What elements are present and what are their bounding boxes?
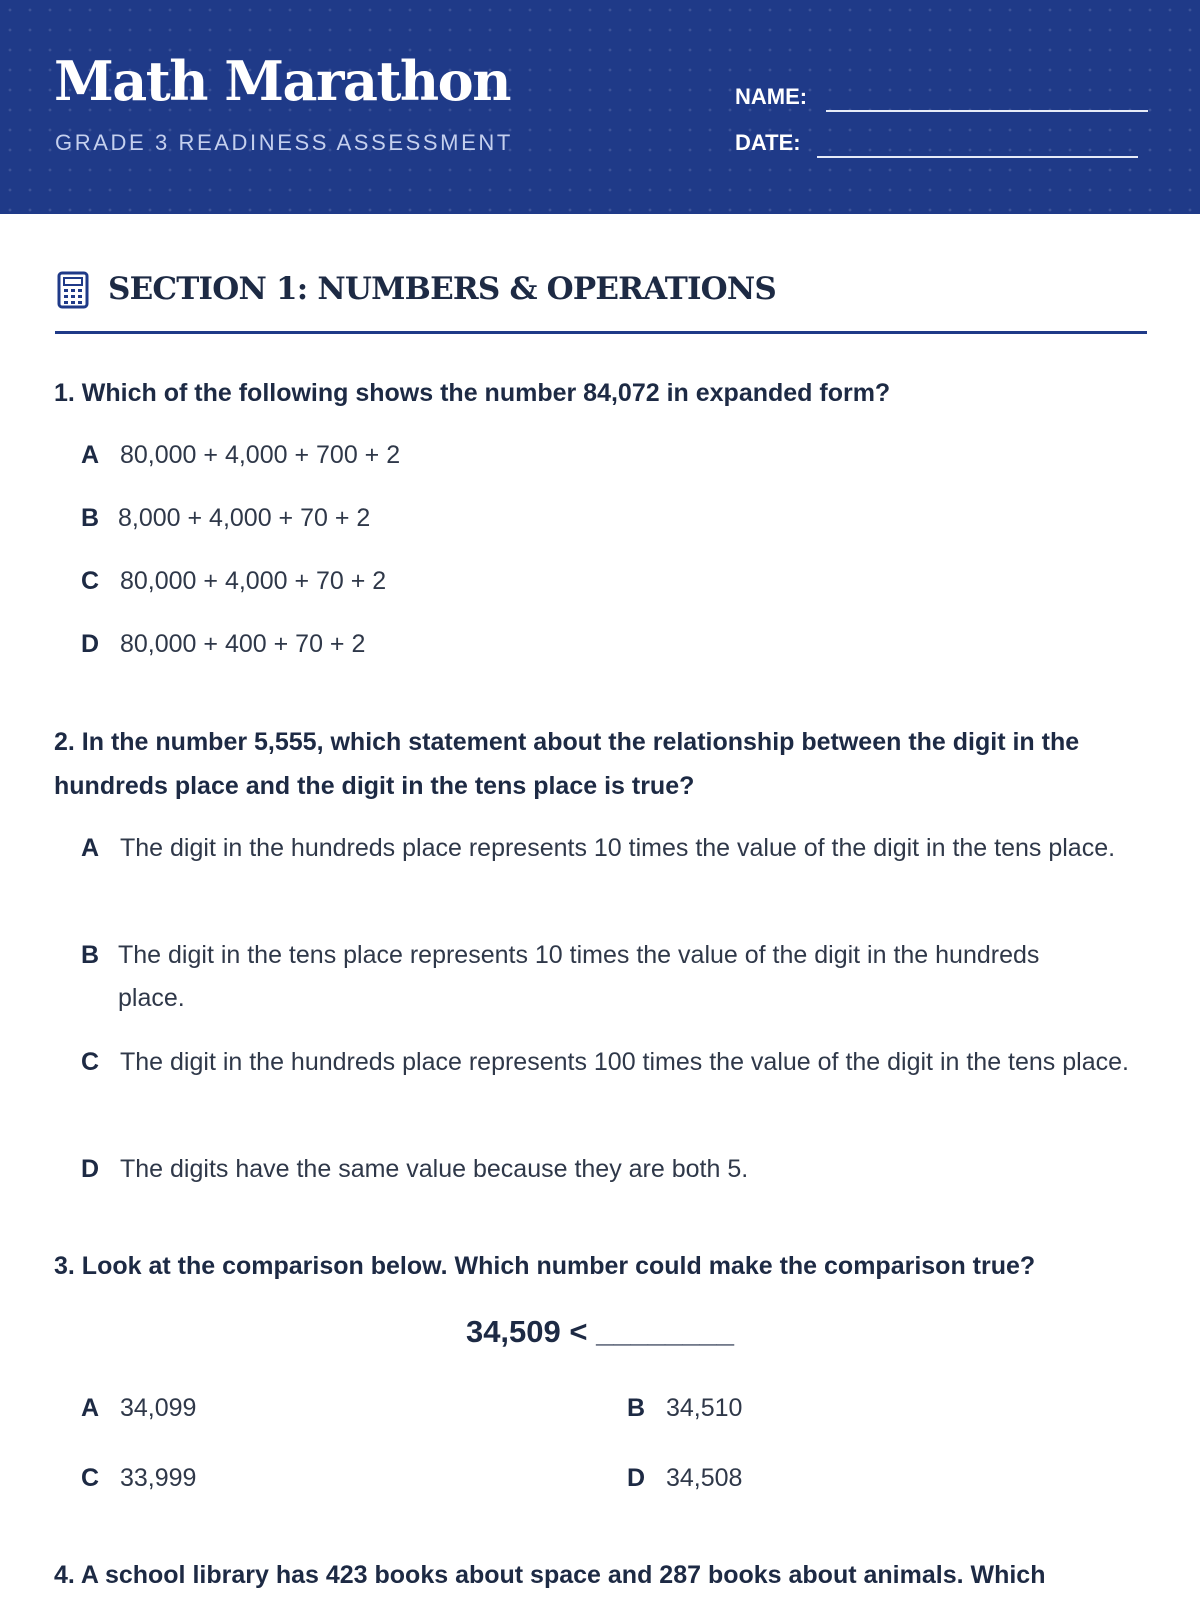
question-3-option-a[interactable] (81, 1387, 196, 1430)
question-3-option-d[interactable] (627, 1457, 742, 1500)
date-label: DATE: (735, 130, 801, 155)
option-text: The digits have the same value because they are both 5. (120, 1155, 749, 1183)
question-1-option-c[interactable] (81, 560, 386, 603)
option-text: 80,000 + 400 + 70 + 2 (120, 630, 366, 658)
option-letter: A (81, 834, 100, 862)
option-text: The digit in the tens place represents 10 times the value of the digit in the hundreds place. (118, 941, 1040, 1012)
question-3-text: 3. Look at the comparison below. Which number could make the comparison true? (54, 1252, 1036, 1280)
option-letter: D (81, 1155, 100, 1183)
worksheet-title: Math Marathon (54, 49, 510, 113)
question-3-option-b[interactable] (627, 1387, 742, 1430)
question-2-option-b[interactable] (81, 934, 1081, 1020)
option-text: 8,000 + 4,000 + 70 + 2 (118, 504, 371, 532)
question-1-text: 1. Which of the following shows the number 84,072 in expanded form? (54, 379, 891, 407)
option-letter: C (81, 567, 100, 595)
question-1-option-d[interactable] (81, 623, 365, 666)
option-text: 34,099 (120, 1394, 197, 1422)
option-letter: B (627, 1394, 646, 1422)
option-letter: B (81, 941, 100, 969)
question-2-option-d[interactable] (81, 1148, 748, 1191)
section-header (55, 265, 1147, 334)
option-text: 33,999 (120, 1464, 197, 1492)
name-field[interactable] (826, 110, 1148, 112)
calculator-icon (57, 271, 89, 309)
option-text: The digit in the hundreds place represents 10 times the value of the digit in the tens place. (120, 834, 1116, 862)
option-letter: B (81, 504, 100, 532)
question-1-option-a[interactable] (81, 434, 400, 477)
option-text: 80,000 + 4,000 + 70 + 2 (120, 567, 387, 595)
option-letter: C (81, 1048, 100, 1076)
option-letter: D (627, 1464, 646, 1492)
worksheet-subtitle: GRADE 3 READINESS ASSESSMENT (55, 130, 513, 155)
date-field[interactable] (817, 156, 1138, 158)
name-label: NAME: (735, 84, 808, 109)
option-text: 34,510 (666, 1394, 743, 1422)
worksheet-header (0, 0, 1200, 214)
option-letter: A (81, 441, 100, 469)
question-2-option-a[interactable] (81, 827, 1156, 870)
section-title: SECTION 1: NUMBERS & OPERATIONS (108, 271, 776, 307)
question-3-option-c[interactable] (81, 1457, 196, 1500)
option-letter: D (81, 630, 100, 658)
option-text: The digit in the hundreds place represents 100 times the value of the digit in the tens place. (120, 1048, 1129, 1076)
option-text: 80,000 + 4,000 + 700 + 2 (120, 441, 401, 469)
question-4-text: 4. A school library has 423 books about space and 287 books about animals. Which (54, 1561, 1046, 1589)
question-1-option-b[interactable] (81, 497, 370, 540)
comparison-expression: 34,509 < ________ (465, 1314, 735, 1349)
option-letter: C (81, 1464, 100, 1492)
question-2-option-c[interactable] (81, 1041, 1161, 1084)
question-2-text: 2. In the number 5,555, which statement about the relationship between the digit in the hundreds place and the digit in the tens place is true? (54, 728, 1080, 800)
option-text: 34,508 (666, 1464, 743, 1492)
option-letter: A (81, 1394, 100, 1422)
